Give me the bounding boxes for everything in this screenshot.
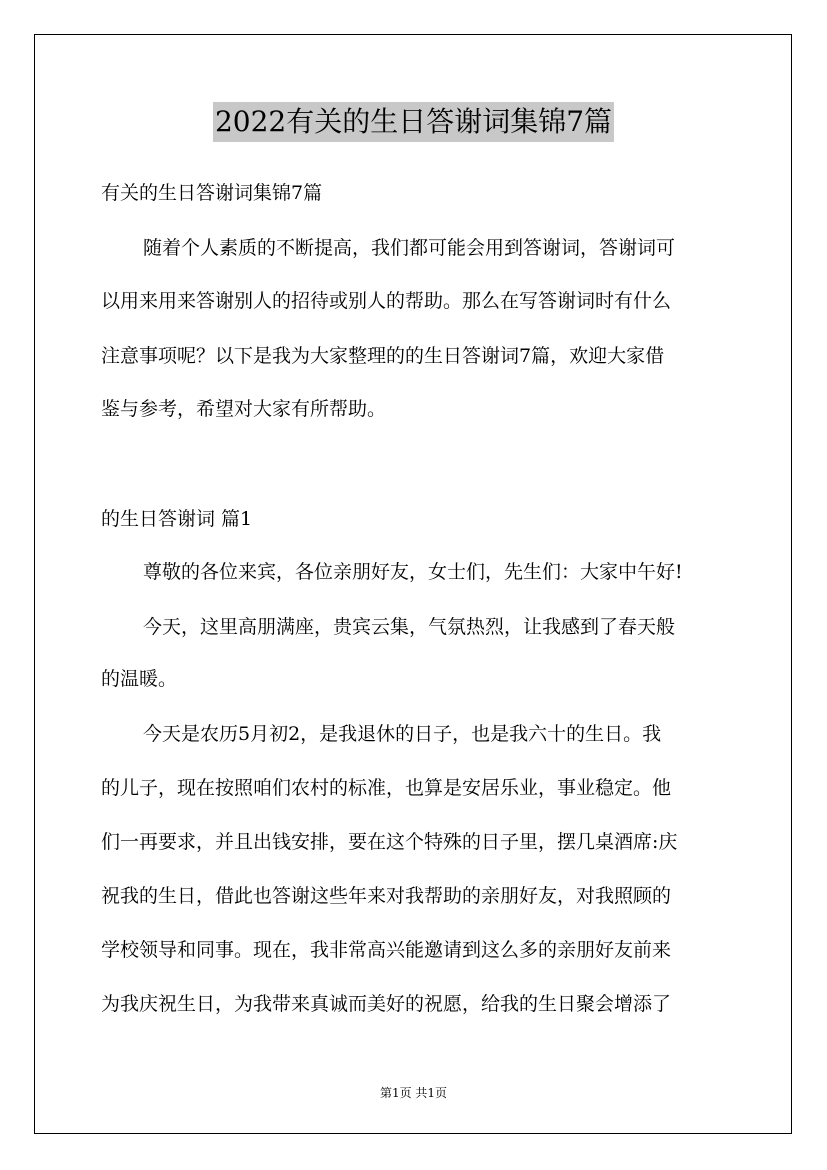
document-title: 2022有关的生日答谢词集锦7篇: [213, 102, 614, 142]
section-heading: 的生日答谢词 篇1: [101, 508, 253, 530]
body-line: 的儿子，现在按照咱们农村的标准，也算是安居乐业，事业稳定。他: [101, 777, 672, 799]
body-line: 的温暖。: [101, 668, 178, 690]
body-line: 今天是农历5月初2，是我退休的日子，也是我六十的生日。我: [143, 723, 662, 745]
body-line: 祝我的生日，借此也答谢这些年来对我帮助的亲朋好友，对我照顾的: [101, 885, 672, 907]
body-line: 尊敬的各位来宾，各位亲朋好友，女士们，先生们：大家中午好!: [143, 561, 683, 583]
intro-line: 以用来用来答谢别人的招待或别人的帮助。那么在写答谢词时有什么: [101, 290, 672, 312]
title-container: [0, 102, 827, 142]
document-subtitle: 有关的生日答谢词集锦7篇: [101, 182, 323, 204]
intro-line: 鉴与参考，希望对大家有所帮助。: [101, 398, 387, 420]
page-footer: 第1页 共1页: [379, 1086, 448, 1100]
intro-line: 注意事项呢？以下是我为大家整理的的生日答谢词7篇，欢迎大家借: [101, 345, 665, 367]
body-line: 们一再要求，并且出钱安排，要在这个特殊的日子里，摆几桌酒席:庆: [101, 831, 678, 853]
body-line: 今天，这里高朋满座，贵宾云集，气氛热烈，让我感到了春天般: [143, 616, 676, 638]
body-line: 为我庆祝生日，为我带来真诚而美好的祝愿，给我的生日聚会增添了: [101, 993, 672, 1015]
body-line: 学校领导和同事。现在，我非常高兴能邀请到这么多的亲朋好友前来: [101, 939, 672, 961]
intro-line: 随着个人素质的不断提高，我们都可能会用到答谢词，答谢词可: [143, 237, 676, 259]
